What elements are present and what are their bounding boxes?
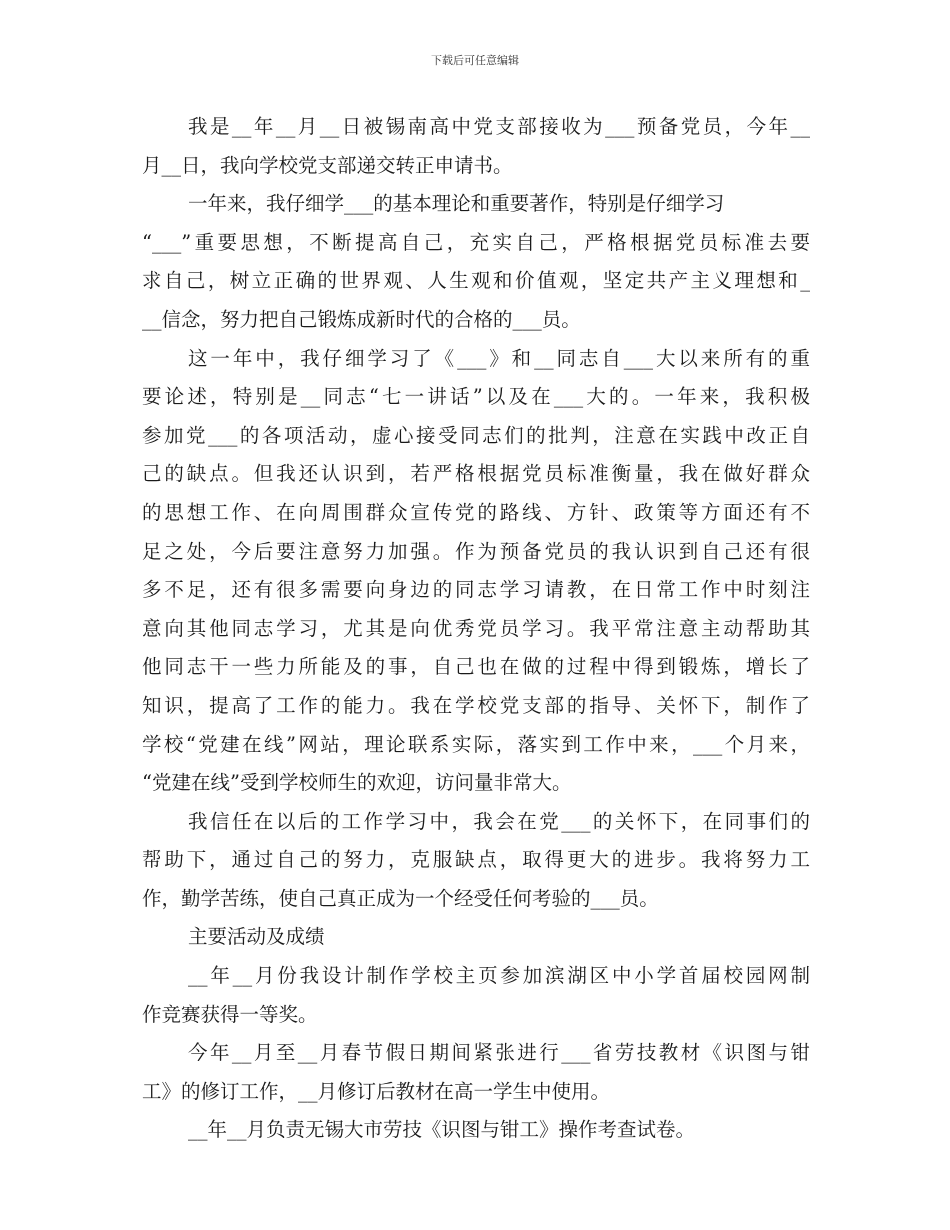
text-line: 我是__年__月__日被锡南高中党支部接收为___预备党员，今年__	[188, 115, 810, 138]
text-line: 要论述，特别是__同志“七一讲话”以及在___大的。一年来，我积极	[142, 385, 810, 409]
text-line: 月__日，我向学校党支部递交转正申请书。	[142, 153, 513, 177]
text-line: 工》的修订工作，__月修订后教材在高一学生中使用。	[142, 1079, 611, 1103]
text-line: 今年__月至__月春节假日期间紧张进行___省劳技教材《识图与钳	[188, 1041, 810, 1065]
text-line: 作，勤学苦练，使自己真正成为一个经受任何考验的___员。	[142, 886, 659, 910]
text-line: 他同志干一些力所能及的事，自己也在做的过程中得到锻炼，增长了	[142, 655, 810, 679]
text-line: __信念，努力把自己锻炼成新时代的合格的___员。	[142, 307, 581, 331]
document-body	[142, 108, 810, 1150]
text-line: 一年来，我仔细学___的基本理论和重要著作，特别是仔细学习	[188, 192, 725, 216]
text-line: 的思想工作、在向周围群众宣传党的路线、方针、政策等方面还有不	[142, 500, 810, 524]
text-line: __年__月负责无锡大市劳技《识图与钳工》操作考查试卷。	[188, 1118, 696, 1142]
text-line: 主要活动及成绩	[188, 925, 325, 949]
text-line: 学校“党建在线”网站，理论联系实际，落实到工作中来，___个月来，	[142, 732, 810, 756]
page-header: 下载后可任意编辑	[431, 54, 519, 67]
text-line: 求自己，树立正确的世界观、人生观和价值观，坚定共产主义理想和_	[142, 269, 810, 293]
text-line: 参加党___的各项活动，虚心接受同志们的批判，注意在实践中改正自	[142, 423, 810, 447]
text-line: 我信任在以后的工作学习中，我会在党___的关怀下，在同事们的	[188, 809, 810, 833]
text-line: “党建在线”受到学校师生的欢迎，访问量非常大。	[142, 771, 572, 795]
text-line: __年__月份我设计制作学校主页参加滨湖区中小学首届校园网制	[188, 964, 810, 988]
text-line: 足之处，今后要注意努力加强。作为预备党员的我认识到自己还有很	[142, 539, 810, 563]
text-line: 知识，提高了工作的能力。我在学校党支部的指导、关怀下，制作了	[142, 693, 810, 717]
text-line: 这一年中，我仔细学习了《___》和__同志自___大以来所有的重	[188, 346, 810, 370]
text-line: 己的缺点。但我还认识到，若严格根据党员标准衡量，我在做好群众	[142, 462, 810, 486]
text-line: 作竞赛获得一等奖。	[142, 1002, 318, 1026]
text-line: 意向其他同志学习，尤其是向优秀党员学习。我平常注意主动帮助其	[142, 616, 810, 640]
text-line: 帮助下，通过自己的努力，克服缺点，取得更大的进步。我将努力工	[142, 848, 810, 872]
text-line: “___”重要思想，不断提高自己，充实自己，严格根据党员标准去要	[142, 230, 810, 254]
text-line: 多不足，还有很多需要向身边的同志学习请教，在日常工作中时刻注	[142, 578, 810, 602]
